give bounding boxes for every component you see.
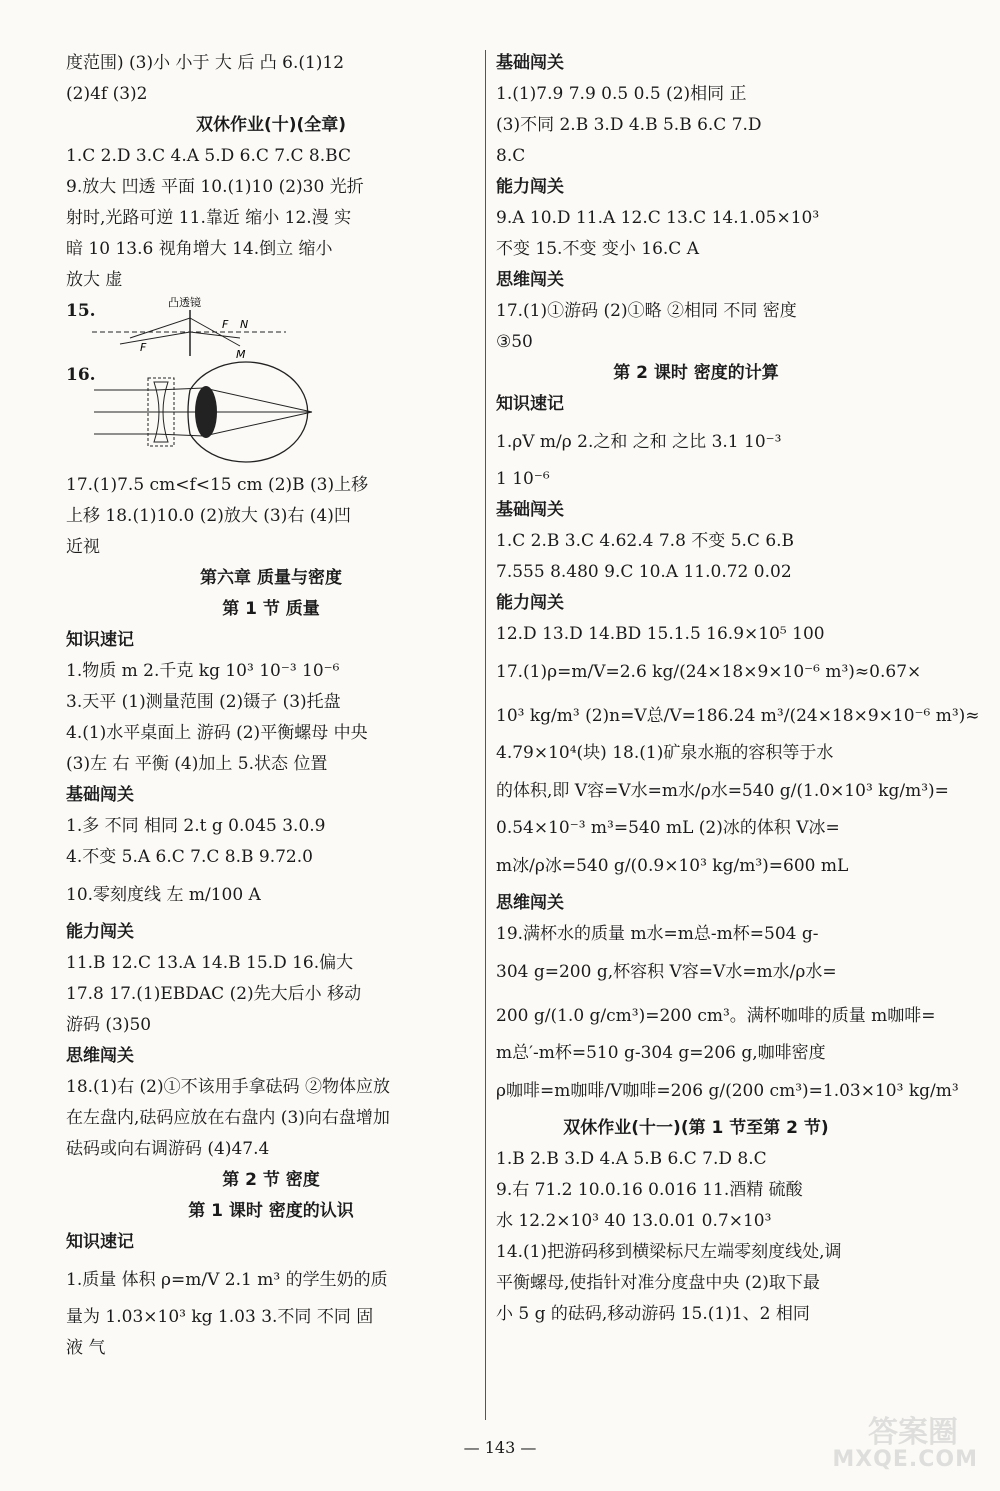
formula-line: 10.零刻度线 左 m/100 A: [66, 885, 261, 905]
answer-line: 9.放大 凹透 平面 10.(1)10 (2)30 光折: [66, 177, 364, 197]
formula-line: 1.质量 体积 ρ=m/V 2.1 m³ 的学生奶的质: [66, 1270, 388, 1290]
answer-line: 9.A 10.D 11.A 12.C 13.C 14.1.05×10³: [496, 208, 820, 228]
subsection-heading: 知识速记: [66, 630, 134, 650]
answer-line: 4.(1)水平桌面上 游码 (2)平衡螺母 中央: [66, 723, 368, 743]
answer-line: 3.天平 (1)测量范围 (2)镊子 (3)托盘: [66, 692, 341, 712]
column-divider: [485, 50, 486, 1420]
answer-line: 7.555 8.480 9.C 10.A 11.0.72 0.02: [496, 562, 792, 582]
answer-line: 1.C 2.B 3.C 4.62.4 7.8 不变 5.C 6.B: [496, 531, 795, 551]
answer-line: 1.B 2.B 3.D 4.A 5.B 6.C 7.D 8.C: [496, 1149, 767, 1169]
formula-line: 17.(1)ρ=m/V=2.6 kg/(24×18×9×10⁻⁶ m³)≈0.67×: [496, 662, 922, 682]
answer-line: 1.C 2.D 3.C 4.A 5.D 6.C 7.C 8.BC: [66, 146, 351, 166]
subsection-heading: 能力闯关: [496, 177, 564, 197]
answer-line: (2)4f (3)2: [66, 84, 148, 104]
refracted-ray-bottom: [156, 412, 312, 436]
diagram-label: M: [236, 348, 246, 360]
watermark-line1: 答案圈: [868, 1415, 958, 1450]
answer-line: 19.满杯水的质量 m水=m总-m杯=504 g-: [496, 924, 819, 944]
answer-line: 在左盘内,砝码应放在右盘内 (3)向右盘增加: [66, 1108, 390, 1128]
answer-line: 17.8 17.(1)EBDAC (2)先大后小 移动: [66, 984, 362, 1004]
answer-line: 12.D 13.D 14.BD 15.1.5 16.9×10⁵ 100: [496, 624, 825, 644]
answer-line: 8.C: [496, 146, 526, 166]
light-ray-2: [120, 332, 240, 344]
answer-line: 上移 18.(1)10.0 (2)放大 (3)右 (4)凹: [66, 506, 351, 526]
convex-lens-diagram: [90, 296, 290, 360]
answer-line: 小 5 g 的砝码,移动游码 15.(1)1、2 相同: [496, 1304, 810, 1324]
subsection-heading: 思维闯关: [496, 270, 564, 290]
formula-line: m冰/ρ冰=540 g/(0.9×10³ kg/m³)=600 mL: [496, 856, 849, 876]
diagram-label: F: [222, 318, 229, 331]
refracted-ray-top: [156, 388, 312, 412]
answer-line: (3)左 右 平衡 (4)加上 5.状态 位置: [66, 754, 328, 774]
answer-line: 1.物质 m 2.千克 kg 10³ 10⁻³ 10⁻⁶: [66, 661, 340, 681]
subsection-heading: 知识速记: [66, 1232, 134, 1252]
section-heading: 双休作业(十一)(第 1 节至第 2 节): [563, 1118, 829, 1138]
answer-line: 14.(1)把游码移到横梁标尺左端零刻度线处,调: [496, 1242, 842, 1262]
diagram-label: F: [140, 341, 147, 354]
formula-line: 200 g/(1.0 g/cm³)=200 cm³。满杯咖啡的质量 m咖啡=: [496, 1006, 936, 1026]
answer-line: 水 12.2×10³ 40 13.0.01 0.7×10³: [496, 1211, 772, 1231]
answer-line: 平衡螺母,使指针对准分度盘中央 (2)取下最: [496, 1273, 820, 1293]
answer-line: (3)不同 2.B 3.D 4.B 5.B 6.C 7.D: [496, 115, 762, 135]
answer-line: 1.(1)7.9 7.9 0.5 0.5 (2)相同 正: [496, 84, 747, 104]
answer-line: 17.(1)7.5 cm<f<15 cm (2)B (3)上移: [66, 475, 369, 495]
section-heading: 双休作业(十)(全章): [195, 115, 347, 135]
answer-line: m总′-m杯=510 g-304 g=206 g,咖啡密度: [496, 1043, 826, 1063]
section-heading: 第 2 课时 密度的计算: [613, 363, 779, 383]
answer-line: 4.79×10⁴(块) 18.(1)矿泉水瓶的容积等于水: [496, 743, 834, 763]
answer-line: 砝码或向右调游码 (4)47.4: [66, 1139, 270, 1159]
question-number: 15.: [66, 301, 96, 321]
answer-line: 18.(1)右 (2)①不该用手拿砝码 ②物体应放: [66, 1077, 391, 1097]
formula-line: 1.ρV m/ρ 2.之和 之和 之比 3.1 10⁻³: [496, 432, 782, 452]
formula-line: ρ咖啡=m咖啡/V咖啡=206 g/(200 cm³)=1.03×10³ kg/m³: [496, 1081, 959, 1101]
answer-line: 1.多 不同 相同 2.t g 0.045 3.0.9: [66, 816, 326, 836]
answer-line: 度范围) (3)小 小于 大 后 凸 6.(1)12: [66, 53, 345, 73]
answer-line: 暗 10 13.6 视角增大 14.倒立 缩小: [66, 239, 333, 259]
answer-line: 不变 15.不变 变小 16.C A: [496, 239, 699, 259]
answer-line: 0.54×10⁻³ m³=540 mL (2)冰的体积 V冰=: [496, 818, 840, 838]
answer-line: 液 气: [66, 1338, 106, 1358]
answer-line: 近视: [66, 537, 100, 557]
subsection-heading: 思维闯关: [496, 893, 564, 913]
answer-line: 9.右 71.2 10.0.16 0.016 11.酒精 硫酸: [496, 1180, 803, 1200]
eye-correction-diagram-16: [66, 360, 476, 470]
question-number: 16.: [66, 365, 96, 385]
formula-line: 的体积,即 V容=V水=m水/ρ水=540 g/(1.0×10³ kg/m³)=: [496, 781, 949, 801]
watermark-logo: [832, 1407, 978, 1477]
lens-ray-diagram-15: [66, 296, 476, 360]
subsection-heading: 基础闯关: [496, 500, 564, 520]
eye-diagram: [94, 360, 384, 466]
section-heading: 第 1 节 质量: [222, 599, 320, 619]
section-heading: 第 2 节 密度: [222, 1170, 320, 1190]
subsection-heading: 思维闯关: [66, 1046, 134, 1066]
left-column: [66, 48, 476, 1364]
section-heading: 第 1 课时 密度的认识: [188, 1201, 354, 1221]
formula-line: 304 g=200 g,杯容积 V容=V水=m水/ρ水=: [496, 962, 837, 982]
answer-line: 4.不变 5.A 6.C 7.C 8.B 9.72.0: [66, 847, 313, 867]
answer-line: 游码 (3)50: [66, 1015, 152, 1035]
answer-line: 放大 虚: [66, 270, 123, 290]
right-column: [496, 48, 980, 1330]
page-number: — 143 —: [463, 1438, 537, 1457]
section-heading: 第六章 质量与密度: [200, 568, 342, 588]
subsection-heading: 知识速记: [496, 394, 564, 414]
answer-line: 1 10⁻⁶: [496, 469, 550, 489]
formula-line: 10³ kg/m³ (2)n=V总/V=186.24 m³/(24×18×9×10⁻⁶ m³)≈: [496, 706, 980, 726]
answer-line: ③50: [496, 332, 533, 352]
subsection-heading: 基础闯关: [66, 785, 134, 805]
subsection-heading: 能力闯关: [496, 593, 564, 613]
subsection-heading: 基础闯关: [496, 53, 564, 73]
answer-line: 量为 1.03×10³ kg 1.03 3.不同 不同 固: [66, 1307, 374, 1327]
answer-line: 17.(1)①游码 (2)①略 ②相同 不同 密度: [496, 301, 797, 321]
subsection-heading: 能力闯关: [66, 922, 134, 942]
diagram-label: N: [240, 318, 249, 331]
diagram-label: 凸透镜: [168, 296, 201, 309]
answer-line: 11.B 12.C 13.A 14.B 15.D 16.偏大: [66, 953, 354, 973]
answer-line: 射时,光路可逆 11.靠近 缩小 12.漫 实: [66, 208, 352, 228]
watermark-line2: MXQE.COM: [832, 1447, 978, 1472]
